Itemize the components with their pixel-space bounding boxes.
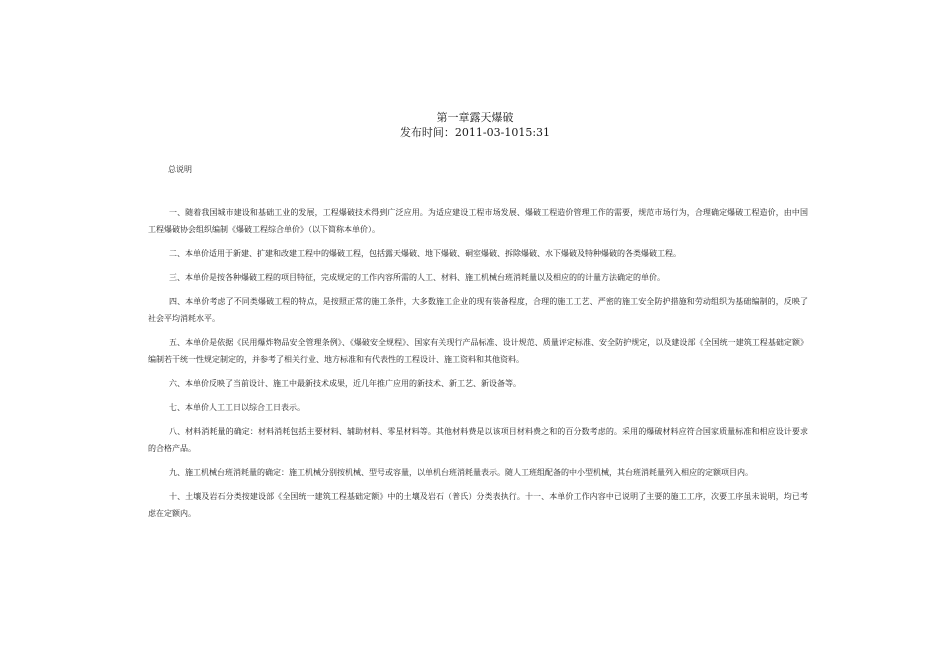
paragraph-8: 八、材料消耗量的确定：材料消耗包括主要材料、辅助材料、零星材料等。其他材料费是以该项目材料费之和的百分数考虑的。采用的爆破材料应符合国家质量标准和相应设计要求的合格产品。 (148, 427, 808, 453)
paragraph-2: 二、本单价适用于新建、扩建和改建工程中的爆破工程，包括露天爆破、地下爆破、硐室爆破、拆除爆破、水下爆破及特种爆破的各类爆破工程。 (169, 249, 681, 258)
paragraph-5: 五、本单价是依据《民用爆炸物品安全管理条例》、《爆破安全规程》、国家有关现行产品标准、设计规范、质量评定标准、安全防护规定，以及建设部《全国统一建筑工程基础定额》编制若干统一性规定制定的，并参考了相关行业、地方标准和有代表性的工程设计、施工资料和其他资料。 (148, 338, 808, 364)
paragraph-7: 七、本单价人工工日以综合工日表示。 (169, 403, 305, 412)
paragraph-4: 四、本单价考虑了不同类爆破工程的特点，是按照正常的施工条件，大多数施工企业的现有装备程度，合理的施工工艺、严密的施工安全防护措施和劳动组织为基础编制的，反映了社会平均消耗水平。 (148, 297, 808, 323)
paragraph-3: 三、本单价是按各种爆破工程的项目特征，完成规定的工作内容所需的人工、材料、施工机械台班消耗量以及相应的的计量方法确定的单价。 (169, 273, 665, 282)
publish-date: 发布时间：2011-03-1015:31 (399, 126, 551, 139)
body-text (148, 204, 808, 529)
section-heading: 总说明 (168, 165, 192, 174)
paragraph-1: 一、随着我国城市建设和基础工业的发展，工程爆破技术得到广泛应用。为适应建设工程市场发展、爆破工程造价管理工作的需要，规范市场行为，合理确定爆破工程造价，由中国工程爆破协会组织编制《爆破工程综合单价》（以下简称本单价）。 (148, 208, 808, 234)
paragraph-9: 九、施工机械台班消耗量的确定：施工机械分别按机械、型号或容量，以单机台班消耗量表示。随人工班组配备的中小型机械，其台班消耗量列入相应的定额项目内。 (169, 468, 753, 477)
paragraph-6: 六、本单价反映了当前设计、施工中最新技术成果，近几年推广应用的新技术、新工艺、新设备等。 (169, 379, 521, 388)
page-title: 第一章露天爆破 (436, 111, 514, 124)
paragraph-10: 十、土壤及岩石分类按建设部《全国统一建筑工程基础定额》中的土壤及岩石（普氏）分类表执行。十一、本单价工作内容中已说明了主要的施工工序，次要工序虽未说明，均已考虑在定额内。 (148, 492, 808, 518)
